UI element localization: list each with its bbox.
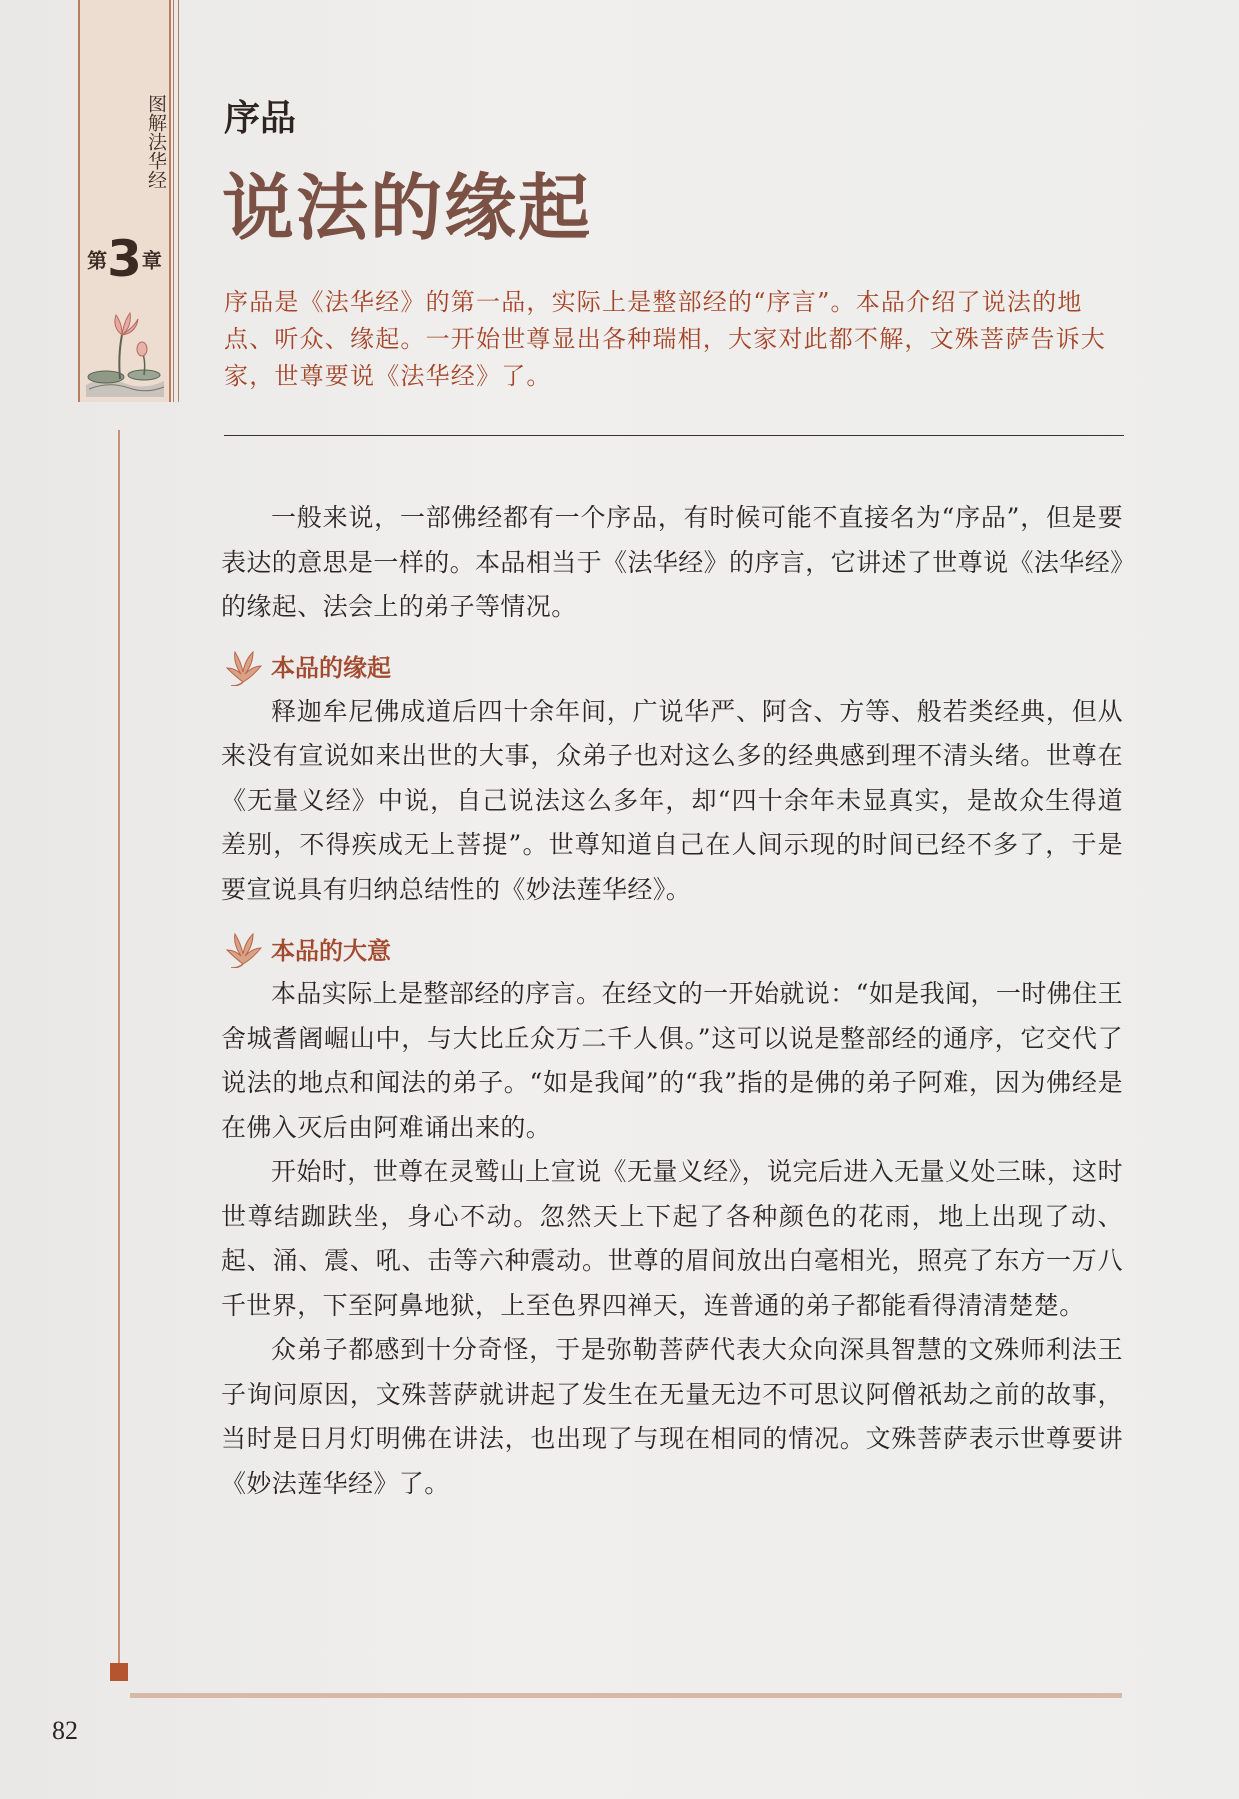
- section-heading-label: 本品的大意: [271, 936, 391, 965]
- left-margin-rule: [118, 430, 120, 1670]
- page-number: 82: [52, 1716, 78, 1745]
- section2-paragraph-2: 开始时，世尊在灵鹫山上宣说《无量义经》，说完后进入无量义处三昧，这时世尊结跏趺坐，身心不动。忽然天上下起了各种颜色的花雨，地上出现了动、起、涌、震、吼、击等六种震动。世尊的眉间放出白毫相光，照亮了东方一万八千世界，下至阿鼻地狱，上至色界四禅天，连普通的弟子都能看得清清楚楚。: [221, 1157, 1123, 1320]
- left-margin-square: [110, 1663, 128, 1681]
- book-title: 图解法华经: [145, 93, 167, 189]
- chapter-tab: [78, 0, 171, 402]
- chapter-suffix: 章: [141, 248, 162, 273]
- intro-divider: [224, 435, 1124, 436]
- section-label: 序品: [224, 98, 297, 139]
- chapter-number: 3: [107, 230, 142, 288]
- footer-rule: [130, 1693, 1122, 1698]
- chapter-marker: [80, 230, 169, 300]
- section-heading-label: 本品的缘起: [271, 654, 391, 682]
- lotus-flower-icon: [221, 928, 265, 968]
- section1-paragraph-1: 释迦牟尼佛成道后四十余年间，广说华严、阿含、方等、般若类经典，但从来没有宣说如来出世的大事，众弟子也对这么多的经典感到理不清头绪。世尊在《无量义经》中说，自己说法这么多年，却“四十余年未显真实，是故众生得道差别，不得疾成无上菩提”。世尊知道自己在人间示现的时间已经不多了，于是要宣说具有归纳总结性的《妙法莲华经》。: [221, 696, 1123, 904]
- section-heading-meaning: [221, 926, 1123, 970]
- page-title: 说法的缘起: [222, 166, 593, 250]
- section-heading-origin: [221, 644, 1123, 688]
- lotus-illustration-icon: [84, 305, 166, 397]
- chapter-prefix: 第: [87, 248, 108, 273]
- section2-paragraph-1: 本品实际上是整部经的序言。在经文的一开始就说：“如是我闻，一时佛住王舍城耆阇崛山中，与大比丘众万二千人俱。”这可以说是整部经的通序，它交代了说法的地点和闻法的弟子。“如是我闻”的“我”指的是佛的弟子阿难，因为佛经是在佛入灭后由阿难诵出来的。: [221, 979, 1123, 1142]
- body-text: [221, 496, 1123, 1506]
- lotus-flower-icon: [221, 646, 265, 686]
- section2-paragraph-3: 众弟子都感到十分奇怪，于是弥勒菩萨代表大众向深具智慧的文殊师利法王子询问原因，文殊菩萨就讲起了发生在无量无边不可思议阿僧祇劫之前的故事，当时是日月灯明佛在讲法，也出现了与现在相同的情况。文殊菩萨表示世尊要讲《妙法莲华经》了。: [221, 1335, 1123, 1498]
- intro-summary: 序品是《法华经》的第一品，实际上是整部经的“序言”。本品介绍了说法的地点、听众、缘起。一开始世尊显出各种瑞相，大家对此都不解，文殊菩萨告诉大家，世尊要说《法华经》了。: [224, 288, 1106, 390]
- opening-paragraph: 一般来说，一部佛经都有一个序品，有时候可能不直接名为“序品”，但是要表达的意思是一样的。本品相当于《法华经》的序言，它讲述了世尊说《法华经》的缘起、法会上的弟子等情况。: [221, 503, 1123, 621]
